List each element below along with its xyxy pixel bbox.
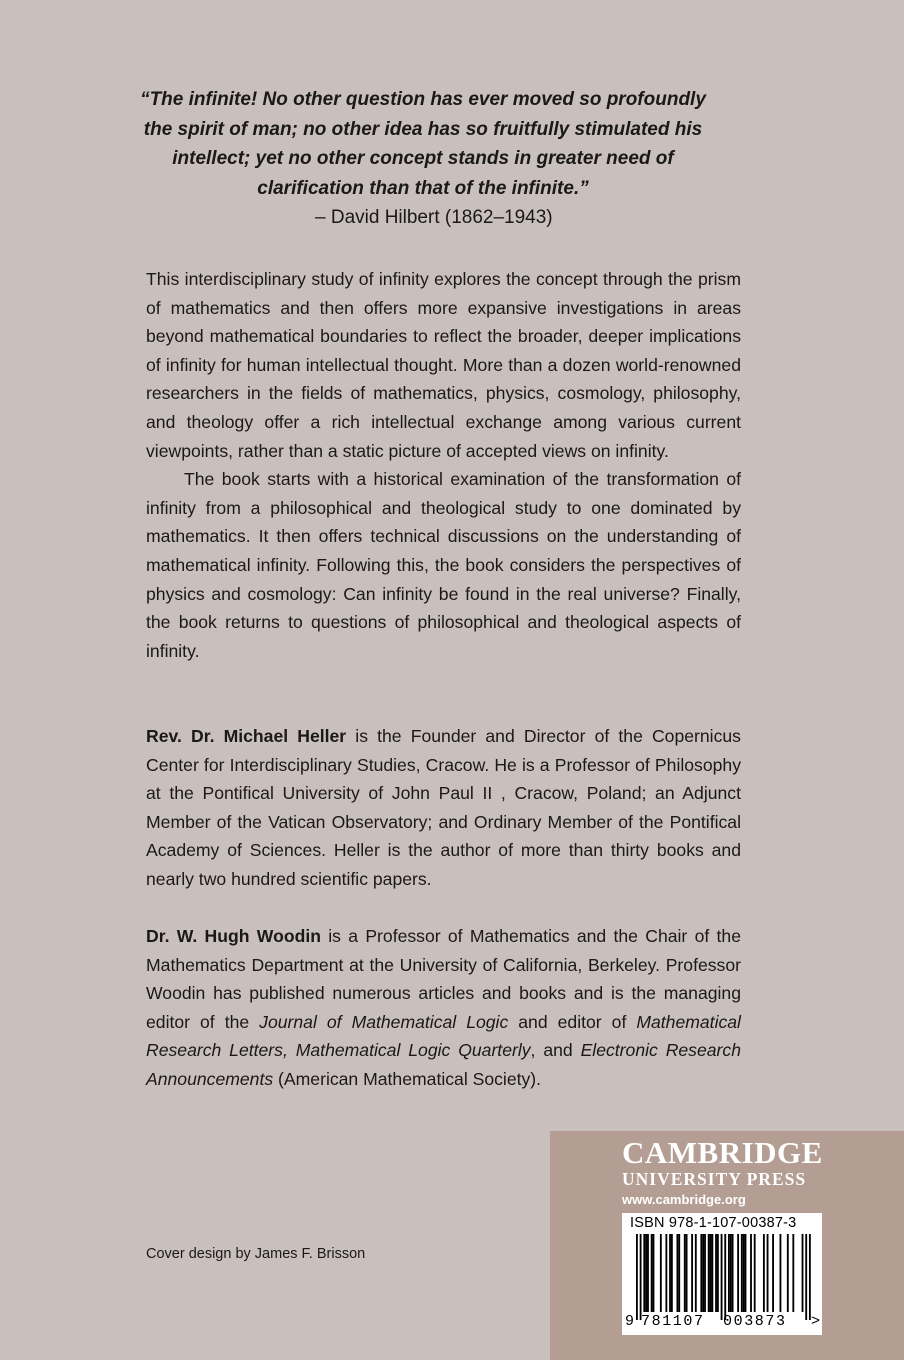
barcode-bar	[676, 1234, 678, 1312]
barcode-bar	[643, 1234, 645, 1312]
barcode-bar	[741, 1234, 743, 1312]
barcode-bar	[669, 1234, 671, 1312]
barcode-bar	[743, 1234, 745, 1312]
barcode-bar	[754, 1234, 756, 1312]
barcode-bar	[728, 1234, 730, 1312]
isbn-barcode	[622, 1213, 822, 1335]
barcode-bar	[702, 1234, 704, 1312]
barcode-bar	[745, 1234, 747, 1312]
journal-title-1: Journal of Mathematical Logic	[259, 1011, 509, 1032]
barcode-bar	[695, 1234, 697, 1312]
journal-title-2: Mathematical Research Letters, Mathematical Logic Quarterly	[146, 1011, 741, 1061]
woodin-name: Dr. W. Hugh Woodin	[146, 926, 321, 946]
heller-bio-paragraph	[146, 722, 741, 894]
barcode-bar	[717, 1234, 719, 1312]
publisher-panel	[550, 1131, 904, 1360]
barcode-digits-left: 781107	[641, 1313, 705, 1330]
barcode-bar	[700, 1234, 702, 1312]
barcode-guard-bar	[721, 1234, 723, 1320]
description-paragraph-1: This interdisciplinary study of infinity explores the concept through the prism of mathematics and then offers more expansive investigations in areas beyond mathematical boundaries to reflect the broader, deeper implications of infinity for human intellectual thought. More than a dozen world-renowned researchers in the fields of mathematics, physics, cosmology, philosophy, and theology offer a rich intellectual exchange among various current viewpoints, rather than a static picture of accepted views on infinity.	[146, 269, 741, 461]
barcode-guard-bar	[636, 1234, 638, 1320]
barcode-bar	[647, 1234, 649, 1312]
barcode-bar	[704, 1234, 706, 1312]
barcode-bar	[645, 1234, 647, 1312]
barcode-bar	[710, 1234, 712, 1312]
heller-bio: is the Founder and Director of the Copernicus Center for Interdisciplinary Studies, Cracow. He is a Professor of Philosophy at the Pontifical University of John Paul II , Cracow, Poland; an Adjunct Member of the Vatican Observatory; and Ordinary Member of the Pontifical Academy of Sciences. Heller is the author of more than thirty books and nearly two hundred scientific papers.	[146, 726, 741, 889]
book-description	[146, 265, 741, 665]
barcode-bar	[686, 1234, 688, 1312]
barcode-bar	[730, 1234, 732, 1312]
barcode-bar	[665, 1234, 667, 1312]
barcode-digits-right: 003873	[723, 1313, 787, 1330]
barcode-bar	[802, 1234, 804, 1312]
description-paragraph-2: The book starts with a historical examination of the transformation of infinity from a philosophical and theological study to one dominated by mathematics. It then offers technical discussions on the understanding of mathematical infinity. Following this, the book considers the perspectives of physics and cosmology: Can infinity be found in the real universe? Finally, the book returns to questions of philosophical and theological aspects of infinity.	[146, 469, 741, 661]
barcode-quiet-zone-mark: >	[811, 1313, 821, 1330]
woodin-bio-paragraph	[146, 922, 741, 1094]
barcode-guard-bar	[809, 1234, 811, 1320]
publisher-logo-subname: UNIVERSITY PRESS	[622, 1169, 807, 1189]
barcode-bar	[750, 1234, 752, 1312]
publisher-logo-name: CAMBRIDGE	[622, 1135, 823, 1170]
barcode-guard-bar	[724, 1234, 726, 1320]
barcode-bar	[763, 1234, 765, 1312]
barcode-guard-bar	[805, 1234, 807, 1320]
barcode-bar	[792, 1234, 794, 1312]
journal-title-3: Electronic Research Announcements	[146, 1040, 741, 1089]
heller-name: Rev. Dr. Michael Heller	[146, 726, 347, 746]
barcode-bar	[684, 1234, 686, 1312]
barcode-bar	[787, 1234, 789, 1312]
barcode-bar	[708, 1234, 710, 1312]
barcode-guard-bar	[640, 1234, 642, 1320]
barcode-bar	[767, 1234, 769, 1312]
barcode-bar	[732, 1234, 734, 1312]
barcode-bar	[737, 1234, 739, 1312]
editor-bio-woodin	[146, 922, 741, 1094]
barcode-bar	[711, 1234, 713, 1312]
isbn-label: ISBN 978-1-107-00387-3	[630, 1215, 797, 1231]
barcode-bar	[653, 1234, 655, 1312]
woodin-bio-part2: and editor of	[508, 1011, 637, 1032]
barcode-bar	[660, 1234, 662, 1312]
barcode-bar	[671, 1234, 673, 1312]
cover-design-credit: Cover design by James F. Brisson	[146, 1246, 366, 1262]
epigraph-quote: “The infinite! No other question has ever moved so profoundly the spirit of man; no other idea has so fruitfully stimulated his intellect; yet no other concept stands in greater need of clarification than that of the infinite.”	[140, 89, 706, 199]
barcode-bar	[780, 1234, 782, 1312]
woodin-bio-part4: (American Mathematical Society).	[273, 1068, 542, 1089]
barcode-bar	[772, 1234, 774, 1312]
epigraph-attribution: – David Hilbert (1862–1943)	[315, 207, 553, 228]
barcode-bar	[651, 1234, 653, 1312]
woodin-bio-part3: , and	[530, 1040, 581, 1061]
woodin-bio-part1: is a Professor of Mathematics and the Chair of the Mathematics Department at the University of California, Berkeley. Professor Woodin has published numerous articles and books and is the managing editor of the	[146, 926, 741, 1032]
barcode-bar	[678, 1234, 680, 1312]
barcode-digit-first: 9	[625, 1313, 635, 1330]
barcode-bar	[691, 1234, 693, 1312]
editor-bio-heller	[146, 722, 741, 894]
barcode-bar	[715, 1234, 717, 1312]
publisher-url: www.cambridge.org	[622, 1192, 746, 1207]
